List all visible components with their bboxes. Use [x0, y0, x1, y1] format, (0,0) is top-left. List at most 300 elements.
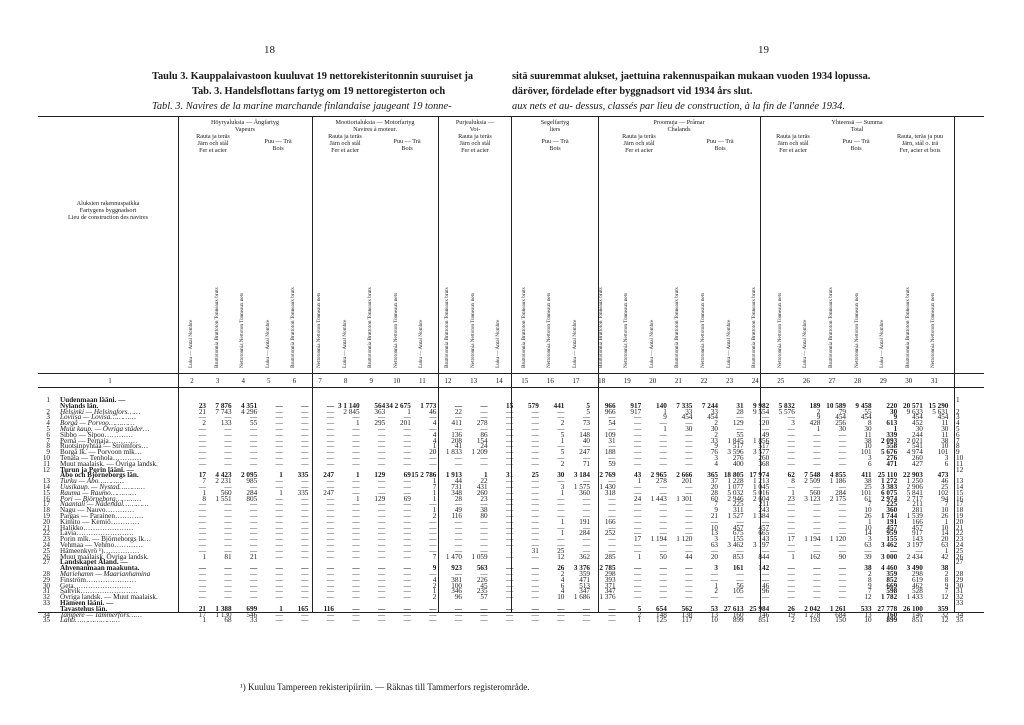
table-cell: 1 186	[829, 477, 846, 486]
table-cell: —	[301, 401, 309, 410]
table-cell: 226	[476, 575, 488, 584]
table-cell: —	[787, 442, 795, 451]
table-cell: —	[403, 448, 411, 457]
table-cell: 5	[560, 430, 565, 439]
table-cell: —	[582, 604, 590, 613]
row-label: Övriga landsk. — Muut maalaisk.	[60, 593, 158, 602]
table-cell: —	[531, 500, 539, 509]
row-number: 18	[42, 506, 50, 515]
table-cell: —	[326, 552, 334, 561]
table-cell: —	[198, 546, 206, 555]
table-cell: 165	[297, 604, 309, 613]
table-cell: —	[531, 477, 539, 486]
table-cell: —	[454, 610, 462, 619]
table-cell: —	[531, 459, 539, 468]
column-number: 27	[828, 377, 836, 385]
table-cell: 1 551	[215, 494, 232, 503]
table-cell: 966	[604, 401, 616, 410]
table-cell: 5 841	[906, 488, 923, 497]
table-cell: —	[838, 581, 846, 590]
table-cell: 20	[710, 483, 718, 491]
row-number-right: 9	[956, 448, 960, 457]
subheader-count: Luku — Antal Nombre	[802, 319, 809, 368]
row-label: Mariehamn — Maarianhamina	[60, 570, 151, 578]
table-cell: 1 194	[650, 535, 667, 544]
table-cell: —	[531, 512, 539, 520]
table-cell: —	[710, 570, 718, 578]
table-cell: —	[762, 570, 770, 578]
table-cell: —	[326, 413, 334, 422]
column-number: 30	[905, 377, 913, 385]
table-cell: 117	[681, 616, 693, 625]
table-cell: 32	[941, 610, 949, 619]
table-cell: 1	[560, 488, 565, 497]
table-cell: —	[557, 500, 565, 509]
table-cell: 7 743	[215, 407, 232, 416]
column-number: 2	[190, 377, 194, 385]
table-cell: —	[787, 436, 795, 445]
table-cell: —	[634, 575, 642, 584]
table-cell: —	[403, 436, 411, 445]
table-cell: —	[378, 442, 386, 451]
sail-motor-header: Purjealuksia — Voi-	[455, 119, 495, 133]
row-label: Muut kaup. — Övriga städer…	[60, 425, 150, 433]
table-cell: 899	[732, 616, 744, 625]
table-cell: —	[531, 604, 539, 613]
column-number: 28	[854, 377, 862, 385]
table-cell: —	[838, 512, 846, 520]
table-cell: 90	[838, 552, 846, 561]
table-cell: 10	[941, 523, 949, 532]
table-cell: 471	[579, 575, 590, 584]
table-cell: 252	[604, 529, 616, 538]
table-cell: —	[224, 517, 232, 526]
table-cell: —	[224, 529, 232, 538]
title-line-2-right: däröver, fördelade efter byggnadsort vid 1934 års slut.	[512, 86, 753, 97]
table-cell: —	[736, 413, 744, 422]
table-cell: —	[224, 436, 232, 445]
table-cell: —	[198, 500, 206, 509]
table-cell: 4 855	[829, 471, 846, 480]
table-cell: —	[275, 459, 283, 468]
table-cell: —	[736, 593, 744, 602]
table-cell: 284	[246, 488, 258, 497]
table-cell: —	[634, 570, 642, 578]
table-cell: 8	[791, 477, 795, 486]
table-cell: 2	[714, 587, 718, 596]
table-cell: —	[403, 575, 411, 584]
table-cell: 917	[912, 529, 923, 538]
table-cell: —	[275, 494, 283, 503]
table-cell: —	[326, 535, 334, 544]
column-number: 15	[521, 377, 529, 385]
table-cell: —	[198, 570, 206, 578]
table-cell: 20	[429, 448, 437, 457]
row-label: Borgå lk. — Porvoon mlk…	[60, 448, 142, 457]
table-cell: —	[352, 512, 360, 520]
table-cell: —	[634, 488, 642, 497]
table-cell: 1	[432, 494, 437, 503]
table-cell: 34 2 675	[385, 401, 411, 410]
subheader-gross: Bruttotonnia Bruttoton Tonneaux bruts	[444, 287, 450, 368]
table-cell: 31	[506, 471, 514, 480]
table-cell: —	[326, 442, 334, 451]
table-cell: 1	[279, 604, 283, 613]
table-cell: 247	[323, 471, 334, 480]
table-cell: —	[480, 546, 488, 555]
table-cell: —	[659, 459, 667, 468]
table-cell: —	[275, 448, 283, 457]
table-cell: 10	[864, 523, 872, 532]
table-cell: 298	[912, 570, 923, 578]
row-number-right: 11	[956, 459, 963, 468]
table-cell: 359	[937, 604, 949, 613]
table-cell: 71	[582, 459, 590, 468]
table-cell: 42	[941, 552, 949, 561]
table-cell: —	[506, 477, 514, 486]
table-cell: 10	[557, 593, 565, 602]
table-cell: —	[198, 442, 206, 451]
table-cell: —	[403, 425, 411, 433]
table-cell: 454	[912, 413, 923, 422]
table-cell: 116	[323, 604, 334, 613]
table-cell: —	[685, 581, 693, 590]
table-cell: —	[634, 483, 642, 491]
table-cell: —	[326, 587, 334, 596]
row-label: Halikko…………………	[60, 523, 134, 532]
table-cell: 3 376	[573, 564, 590, 573]
table-cell: —	[685, 500, 693, 509]
table-cell: —	[352, 483, 360, 491]
table-cell: —	[454, 523, 462, 532]
table-cell: —	[762, 413, 770, 422]
table-cell: —	[634, 517, 642, 526]
table-cell: —	[685, 436, 693, 445]
table-cell: —	[838, 593, 846, 602]
table-cell: —	[608, 523, 616, 532]
row-number-right: 33	[956, 599, 964, 607]
row-number-right: 22	[956, 529, 964, 538]
table-cell: —	[378, 506, 386, 515]
row-number: 10	[42, 454, 50, 462]
column-number: 24	[751, 377, 759, 385]
table-cell: —	[454, 541, 462, 549]
table-cell: 100	[451, 581, 462, 590]
column-number: 29	[879, 377, 887, 385]
table-cell: —	[787, 483, 795, 491]
table-cell: 278	[476, 419, 488, 428]
table-cell: 11	[864, 430, 872, 439]
table-cell: —	[506, 413, 514, 422]
table-cell: —	[301, 523, 309, 532]
table-cell: 346	[451, 587, 462, 596]
table-cell: —	[429, 459, 437, 468]
table-cell: 1	[202, 616, 206, 625]
table-cell: 102	[937, 488, 949, 497]
iron-header-steam: Rauta ja teräs Järn och stål Fer et acier	[196, 133, 230, 154]
table-cell: 143	[758, 535, 770, 544]
table-cell: —	[506, 483, 514, 491]
table-cell: —	[224, 564, 232, 573]
row-number: 5	[46, 425, 50, 433]
table-cell: 256	[835, 419, 846, 428]
table-cell: —	[250, 587, 258, 596]
table-cell: —	[403, 552, 411, 561]
row-label: Hämeen lääni. —	[60, 599, 114, 607]
table-cell: 1 433	[906, 593, 923, 602]
table-cell: —	[301, 454, 309, 462]
table-cell: 260	[758, 454, 770, 462]
table-cell: —	[634, 436, 642, 445]
column-number: 3	[215, 377, 220, 385]
table-cell: 2 965	[650, 471, 667, 480]
table-cell: —	[275, 506, 283, 515]
table-cell: —	[224, 500, 232, 509]
table-cell: —	[224, 512, 232, 520]
table-cell: 917	[630, 407, 642, 416]
table-cell: —	[506, 541, 514, 549]
table-cell: —	[506, 564, 514, 573]
table-cell: 1 527	[727, 512, 744, 520]
table-cell: —	[813, 570, 821, 578]
column-number: 16	[546, 377, 554, 385]
table-cell: 2	[560, 459, 565, 468]
table-cell: —	[659, 529, 667, 538]
table-cell: —	[659, 430, 667, 439]
table-cell: —	[582, 442, 590, 451]
total-header: Yhteensä — Summa Total	[831, 119, 883, 133]
table-cell: 15	[506, 401, 514, 410]
table-cell: —	[301, 512, 309, 520]
table-cell: 471	[886, 459, 898, 468]
table-cell: —	[838, 546, 846, 555]
table-cell: 136	[451, 430, 462, 439]
table-cell: 26	[941, 512, 949, 520]
table-cell: —	[275, 552, 283, 561]
table-cell: 2	[432, 593, 437, 602]
table-cell: —	[480, 535, 488, 544]
table-cell: 38	[864, 477, 872, 486]
table-cell: —	[813, 587, 821, 596]
table-cell: —	[710, 546, 718, 555]
table-cell: —	[608, 610, 616, 619]
table-cell: —	[326, 506, 334, 515]
column-number: 17	[572, 377, 580, 385]
table-cell: 1	[637, 477, 642, 486]
table-cell: —	[634, 430, 642, 439]
table-cell: —	[454, 500, 462, 509]
wood-header-sailing: Puu — Trä Bois	[541, 138, 569, 152]
row-number: 15	[42, 488, 50, 497]
table-cell: 73	[582, 419, 590, 428]
table-cell: —	[787, 570, 795, 578]
table-cell: —	[352, 529, 360, 538]
table-cell: —	[608, 477, 616, 486]
table-cell: —	[557, 413, 565, 422]
table-cell: —	[685, 430, 693, 439]
table-cell: —	[480, 459, 488, 468]
table-cell: 60	[710, 494, 718, 503]
table-cell: 10	[710, 523, 718, 532]
table-cell: —	[685, 541, 693, 549]
subheader-gross: Bruttotonnia Bruttoton Tonneaux bruts	[674, 287, 681, 368]
lighters-header: Proomuja — Pråmar Chalands	[653, 119, 705, 133]
table-cell: 37	[710, 477, 718, 486]
table-cell: —	[250, 448, 258, 457]
table-cell: 560	[809, 488, 821, 497]
table-cell: 411	[451, 419, 462, 428]
table-cell: —	[403, 564, 411, 573]
table-cell: —	[352, 616, 360, 625]
table-cell: 154	[476, 436, 488, 445]
row-number: 34	[42, 610, 50, 619]
table-cell: —	[838, 430, 846, 439]
table-cell: —	[787, 500, 795, 509]
table-cell: —	[378, 535, 386, 544]
table-cell: 30	[557, 471, 565, 480]
table-cell: —	[813, 483, 821, 491]
table-cell: —	[480, 454, 488, 462]
table-cell: —	[762, 546, 770, 555]
table-cell: 1 470	[445, 552, 462, 561]
table-cell: 30	[864, 425, 872, 433]
table-cell: 54	[608, 419, 616, 428]
table-cell: —	[301, 546, 309, 555]
table-cell: 56	[736, 581, 744, 590]
table-cell: 2 093	[881, 436, 898, 445]
table-cell: —	[685, 459, 693, 468]
table-cell: 1 059	[471, 552, 488, 561]
table-cell: —	[224, 541, 232, 549]
table-cell: —	[378, 616, 386, 625]
row-label: Geta……………………	[60, 581, 132, 590]
table-cell: 211	[912, 500, 923, 509]
table-cell: —	[275, 587, 283, 596]
table-cell: —	[659, 436, 667, 445]
table-cell: 454	[707, 413, 718, 422]
table-cell: —	[378, 436, 386, 445]
table-cell: —	[352, 575, 360, 584]
table-cell: —	[608, 506, 616, 515]
column-number: 22	[700, 377, 708, 385]
table-cell: —	[301, 407, 309, 416]
table-cell: 129	[374, 494, 386, 503]
table-cell: —	[301, 430, 309, 439]
row-number-right: 15	[956, 488, 964, 497]
table-cell: —	[454, 604, 462, 613]
table-cell: —	[326, 454, 334, 462]
table-cell: 276	[732, 454, 744, 462]
row-number: 9	[46, 448, 50, 457]
table-cell: —	[838, 517, 846, 526]
table-cell: 2 666	[676, 471, 693, 480]
table-cell: 22	[454, 407, 462, 416]
table-cell: —	[813, 564, 821, 573]
table-cell: —	[506, 517, 514, 526]
table-cell: 49	[762, 430, 770, 439]
table-cell: 4	[432, 430, 437, 439]
table-cell: 546	[246, 610, 258, 619]
row-number-right: 28	[956, 570, 964, 578]
table-cell: 2 769	[599, 471, 616, 480]
table-cell: 80	[480, 512, 488, 520]
table-cell: —	[429, 529, 437, 538]
table-cell: —	[429, 523, 437, 532]
table-cell: —	[224, 575, 232, 584]
table-cell: —	[557, 477, 565, 486]
table-cell: 1	[637, 616, 642, 625]
table-cell: 1 213	[753, 477, 770, 486]
table-cell: 528	[912, 587, 923, 596]
table-cell: —	[531, 517, 539, 526]
table-cell: —	[224, 454, 232, 462]
table-cell: 1	[432, 587, 437, 596]
table-cell: —	[429, 535, 437, 544]
table-cell: 3 123	[804, 494, 821, 503]
table-cell: —	[531, 436, 539, 445]
table-cell: —	[326, 546, 334, 555]
table-cell: 985	[246, 477, 258, 486]
row-number-right: 16	[956, 494, 964, 503]
table-cell: 1 045	[753, 483, 770, 491]
table-cell: 665	[758, 529, 770, 538]
table-cell: —	[685, 523, 693, 532]
table-cell: 2	[791, 616, 795, 625]
motor-header: Moottorialuksia — Motorfartyg Navires à moteur.	[335, 119, 415, 133]
table-cell: 30	[941, 425, 949, 433]
table-cell: —	[352, 523, 360, 532]
table-cell: 25	[531, 471, 539, 480]
table-cell: 8	[868, 575, 872, 584]
table-cell: 25 110	[877, 471, 898, 480]
table-cell: 11	[941, 430, 949, 439]
table-cell: —	[250, 535, 258, 544]
table-cell: —	[506, 407, 514, 416]
table-cell: —	[301, 552, 309, 561]
table-cell: —	[198, 535, 206, 544]
table-cell: —	[506, 575, 514, 584]
table-cell: —	[531, 425, 539, 433]
table-cell: —	[250, 483, 258, 491]
subheader-net: Nettotonnia Nettoton Tonneaux nets	[469, 292, 476, 368]
table-cell: —	[531, 523, 539, 532]
table-cell: 2 845	[343, 407, 360, 416]
iron-header-total: Rauta ja teräs Järn och stål Fer et acier	[776, 133, 810, 154]
table-cell: —	[198, 581, 206, 590]
table-cell: 457	[758, 523, 770, 532]
table-cell: 140	[656, 401, 667, 410]
table-cell: 1 209	[471, 448, 488, 457]
table-cell: —	[275, 407, 283, 416]
table-cell: —	[403, 541, 411, 549]
table-cell: 22 903	[903, 471, 923, 480]
table-cell: —	[275, 570, 283, 578]
table-cell: 675	[732, 529, 744, 538]
table-cell: 1	[560, 517, 565, 526]
subheader-gross: Bruttotonnia Bruttoton Tonneaux bruts	[367, 287, 374, 368]
table-cell: 1 376	[599, 593, 616, 602]
table-cell: —	[378, 517, 386, 526]
table-cell: —	[685, 570, 693, 578]
subheader-net: Nettotonnia Nettoton Tonneaux nets	[392, 292, 399, 368]
table-cell: —	[787, 529, 795, 538]
table-cell: 7	[868, 587, 872, 596]
iron-wood-header-total: Rauta, teräs ja puu Järn, stål o. trä Fer, acier et bois	[896, 133, 944, 154]
table-cell: —	[531, 610, 539, 619]
table-cell: 1 430	[599, 483, 616, 491]
table-cell: 13	[864, 610, 872, 619]
table-cell: 1 077	[727, 483, 744, 491]
